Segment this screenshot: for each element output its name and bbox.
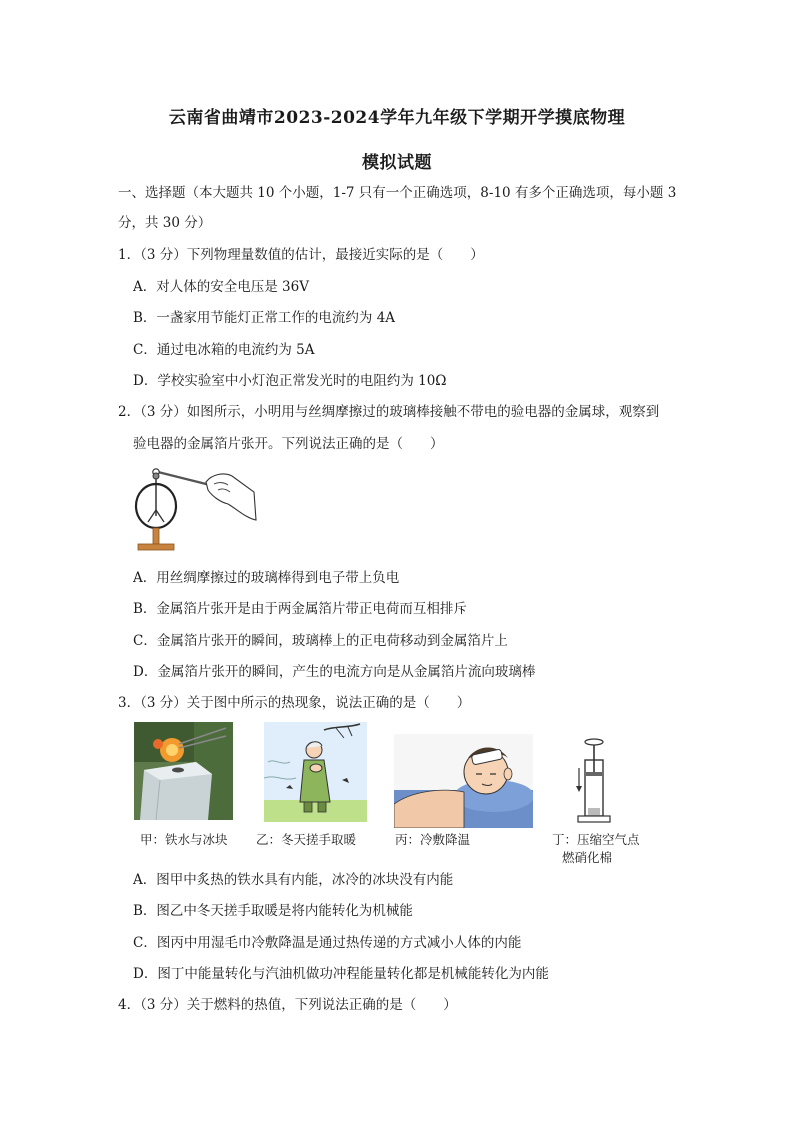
q1-option-a: A．对人体的安全电压是 36V [133, 279, 309, 295]
caption-bing: 丙：冷敷降温 [395, 832, 471, 847]
q2-stem-cont: 验电器的金属箔片张开。下列说法正确的是（ ） [133, 436, 444, 452]
q3-option-a: A．图甲中炙热的铁水具有内能，冰冷的冰块没有内能 [133, 872, 454, 888]
cold-compress-image [394, 734, 533, 828]
caption-yi: 乙：冬天搓手取暖 [256, 832, 357, 847]
page-subtitle: 模拟试题 [362, 153, 432, 173]
caption-ding: 丁：压缩空气点 [552, 832, 640, 847]
molten-iron-ice-image [134, 722, 233, 820]
q3-stem: 3．（3 分）关于图中所示的热现象，说法正确的是（ ） [118, 695, 471, 711]
air-compression-tube-image [574, 736, 614, 826]
q3-option-c: C．图丙中用湿毛巾冷敷降温是通过热传递的方式减小人体的内能 [133, 935, 522, 951]
q1-stem: 1．（3 分）下列物理量数值的估计，最接近实际的是（ ） [118, 247, 484, 263]
rubbing-hands-image [264, 722, 367, 822]
caption-jia: 甲：铁水与冰块 [140, 832, 228, 847]
q1-option-c: C．通过电冰箱的电流约为 5A [133, 342, 315, 358]
q2-stem: 2．（3 分）如图所示，小明用与丝绸摩擦过的玻璃棒接触不带电的验电器的金属球，观察到 [118, 404, 660, 420]
electroscope-figure [128, 458, 260, 558]
q2-option-c: C．金属箔片张开的瞬间，玻璃棒上的正电荷移动到金属箔片上 [133, 633, 508, 649]
q1-option-b: B．一盏家用节能灯正常工作的电流约为 4A [133, 310, 396, 326]
page-title: 云南省曲靖市2023-2024学年九年级下学期开学摸底物理 [168, 108, 626, 128]
section-header: 一、选择题（本大题共 10 个小题，1-7 只有一个正确选项，8-10 有多个正确选项，每小题 3 [118, 185, 677, 201]
caption-ding-cont: 燃硝化棉 [562, 850, 613, 865]
q3-option-b: B．图乙中冬天搓手取暖是将内能转化为机械能 [133, 903, 413, 919]
q1-option-d: D．学校实验室中小灯泡正常发光时的电阻约为 10Ω [133, 373, 447, 389]
q4-stem: 4．（3 分）关于燃料的热值，下列说法正确的是（ ） [118, 997, 457, 1013]
q3-option-d: D．图丁中能量转化与汽油机做功冲程能量转化都是机械能转化为内能 [133, 966, 549, 982]
q2-option-d: D．金属箔片张开的瞬间，产生的电流方向是从金属箔片流向玻璃棒 [133, 664, 536, 680]
q2-option-b: B．金属箔片张开是由于两金属箔片带正电荷而互相排斥 [133, 601, 467, 617]
q2-option-a: A．用丝绸摩擦过的玻璃棒得到电子带上负电 [133, 570, 400, 586]
section-header-cont: 分，共 30 分） [118, 215, 212, 231]
